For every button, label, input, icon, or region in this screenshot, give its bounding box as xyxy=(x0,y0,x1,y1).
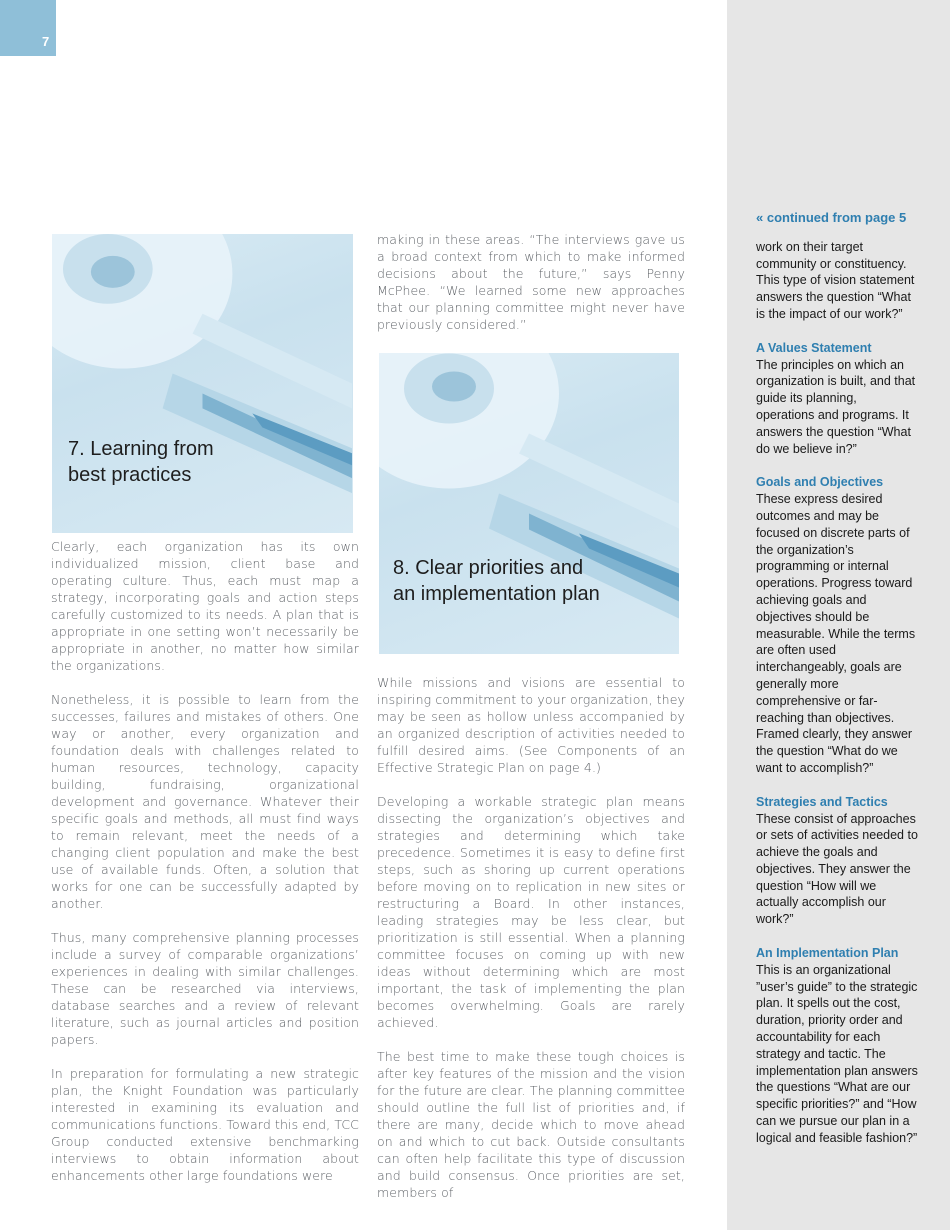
paragraph: While missions and visions are essential to inspiring commitment to your organization, they may be seen as hollow unless accompanied by an organized description of activities needed to fulfill desired aims. (See Components of an Effective Strategic Plan on page 4.) xyxy=(377,675,685,775)
sidebar-heading: Strategies and Tactics xyxy=(756,794,888,809)
paragraph: The best time to make these tough choices is after key features of the mission and the vision for the future are clear. The planning committee should outline the full list of priorities and, if there are many, decide which to move ahead on and which to cut back. Outside consultants can often help facilitate this type of discussion and build consensus. Once priorities are set, members of xyxy=(377,1049,685,1200)
key-illustration-icon xyxy=(379,353,679,654)
sidebar-text: These consist of approaches or sets of activities needed to achieve the goals and objectives. They answer the question “How will we actually accomplish our work?” xyxy=(756,811,918,927)
section-title-priorities: 8. Clear priorities and an implementation plan xyxy=(393,557,600,605)
page-number: 7 xyxy=(42,34,50,49)
sidebar-section-strategies xyxy=(756,794,918,928)
paragraph: Developing a workable strategic plan means dissecting the organization’s objectives and strategies and determining which take precedence. Sometimes it is easy to define first steps, such as shoring up current operations before moving on to replication in new sites or restructuring a Board. In other instances, leading strategies may be less clear, but prioritization is still essential. When a planning committee focuses on coming up with new ideas without determining which are most important, the task of implementing the plan becomes overwhelming. Goals are rarely achieved. xyxy=(377,794,685,1030)
section-title-learning: 7. Learning from best practices xyxy=(68,438,214,486)
left-column-text xyxy=(51,538,359,1201)
key-photo-priorities xyxy=(379,353,679,654)
paragraph: Clearly, each organization has its own individualized mission, client base and operating culture. Thus, each must map a strategy, incorporating goals and action steps carefully customized to its needs. A plan that is appropriate in one setting won’t necessarily be appropriate in another, no matter how similar the organizations. xyxy=(51,539,359,673)
sidebar-heading: Goals and Objectives xyxy=(756,475,884,490)
continued-link[interactable]: « continued from page 5 xyxy=(756,210,907,225)
sidebar-text: These express desired outcomes and may be focused on discrete parts of the organization’s programming or internal operations. Progress toward achieving goals and objectives should be measurable. While the terms are often used interchangeably, goals are generally more comprehensive or far-reaching than objectives. Framed clearly, they answer the question “What do we want to accomplish?” xyxy=(756,492,916,775)
paragraph: Nonetheless, it is possible to learn from the successes, failures and mistakes of others. One way or another, every organization and foundation deals with challenges related to human resources, technology, capacity building, fundraising, organizational development and governance. Whatever their specific goals and methods, all must find ways to remain relevant, meet the needs of a changing client population and make the best use of available funds. Often, a solution that works for one can be successfully adapted by another. xyxy=(51,692,359,911)
paragraph: making in these areas. “The interviews gave us a broad context from which to make informed decisions about the future,” says Penny McPhee. “We learned some new approaches that our planning committee might never have previously considered.” xyxy=(377,232,685,332)
page-number-tab xyxy=(0,0,56,56)
sidebar-text: This is an organizational ”user’s guide” to the strategic plan. It spells out the cost, duration, priority order and accountability for each strategy and tactic. The implementation plan answers the questions “What are our specific priorities?” and “How can we pursue our plan in a logical and feasible fashion?” xyxy=(756,962,918,1145)
sidebar-text: The principles on which an organization is built, and that guide its planning, operations and programs. It answers the question “What do we believe in?” xyxy=(756,357,916,456)
middle-column-top-text xyxy=(377,231,685,350)
paragraph: Thus, many comprehensive planning processes include a survey of comparable organizations’ experiences in dealing with similar challenges. These can be researched via interviews, database searches and a review of relevant literature, such as journal articles and position papers. xyxy=(51,930,359,1047)
sidebar-intro-text: work on their target community or constituency. This type of vision statement answers the question “What is the impact of our work?” xyxy=(756,239,915,321)
sidebar-panel xyxy=(756,210,918,1164)
sidebar-heading: An Implementation Plan xyxy=(756,946,899,961)
paragraph: In preparation for formulating a new strategic plan, the Knight Foundation was particularly interested in examining its evaluation and communications functions. Toward this end, TCC Group conducted extensive benchmarking interviews to obtain information about enhancements other large foundations were xyxy=(51,1066,359,1183)
sidebar-section-goals xyxy=(756,474,918,776)
sidebar-section-implementation xyxy=(756,945,918,1147)
sidebar-intro xyxy=(756,239,918,323)
sidebar-heading: A Values Statement xyxy=(756,340,872,355)
sidebar-section-values xyxy=(756,340,918,458)
middle-column-text xyxy=(377,674,685,1218)
key-photo-learning xyxy=(52,234,353,533)
key-illustration-icon xyxy=(52,234,353,533)
